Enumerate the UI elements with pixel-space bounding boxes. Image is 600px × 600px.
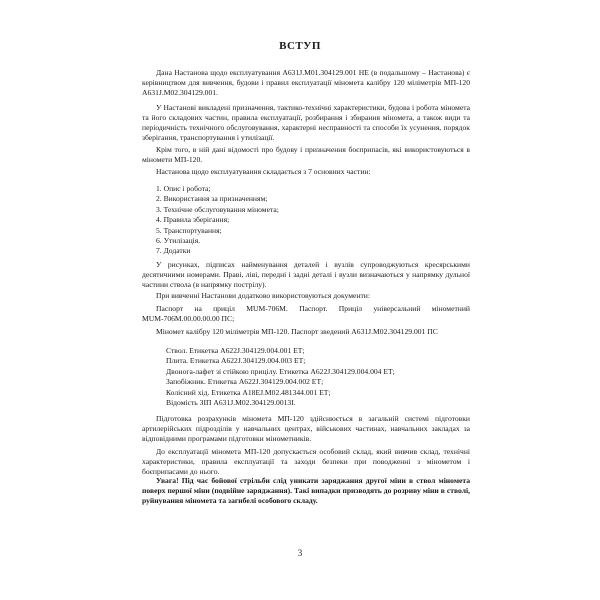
list-item: Плита. Етикетка А622J.304129.004.003 ЕТ;: [166, 356, 306, 366]
intro-paragraph: Настанова щодо експлуатування складається з 7 основних частин:: [156, 167, 371, 176]
intro-section: [142, 68, 470, 177]
list-item: 4. Правила зберігання;: [156, 215, 230, 225]
references-section: [142, 260, 470, 337]
list-item: 1. Опис і робота;: [156, 184, 211, 193]
closing-section: [142, 414, 470, 477]
intro-paragraph: Крім того, в ній дані відомості про будову і призначення боєприпасів, які використовуються в міномети МП-120.: [142, 145, 470, 164]
list-item: 5. Транспортування;: [156, 225, 222, 235]
body-paragraph: У рисунках, підписах найменування деталей і вузлів супроводжуються кресярськими десятичними номерами. Праві, ліві, передні і задні деталі і вузли визначаються у напрямку дульної частини ствола (в напрямку пострілу).: [142, 260, 470, 289]
list-item: Двонога-лафет зі стійкою прицілу. Етикетка А622J.304129.004.004 ЕТ;: [166, 366, 395, 376]
page-title: ВСТУП: [279, 40, 321, 52]
body-paragraph: До експлуатації міномета МП-120 допускається особовий склад, який вивчив склад, технічні характеристики, правила експлуатації та заходи безпеки при поводженні з мінометом і боєприпасами до нього.: [142, 447, 470, 476]
intro-paragraph: У Настанові викладені призначення, тактико-технічні характеристики, будова і робота міномета та його складових частин, правила експлуатації, розбирання і збирання міномета, а також види та періодичність технічного обслуговування, характерні несправності та способи їх усунення, порядок зберігання, транспортування і утилізації.: [142, 103, 470, 142]
list-item: 6. Утилізація.: [156, 236, 201, 246]
intro-paragraph: Дана Настанова щодо експлуатування А631J.М01.304129.001 НЕ (в подальшому – Настанова) є керівництвом для вивчення, будови і правил експлуатації міномета калібру 120 міліметрів МП-120 А631J.М02.304129.001.: [142, 68, 470, 97]
document-reference: Міномет калібру 120 міліметрів МП-120. Паспорт зведений А631J.М02.304129.001 ПС: [156, 327, 438, 336]
list-item: Відомість ЗІП А631J.М02.304129.0013І.: [166, 398, 296, 408]
list-item: 7. Додатки: [156, 246, 191, 256]
list-item: 2. Використання за призначенням;: [156, 194, 268, 204]
body-paragraph: При вивченні Настанови додатково використовуються документи:: [156, 291, 370, 300]
list-item: Запобіжник. Етикетка А622J.304129.004.002 ЕТ;: [166, 377, 324, 387]
list-item: 3. Технічне обслуговування міномета;: [156, 204, 279, 214]
list-item: Колісний хід. Етикетка А18ЕJ.М02.481344.001 ЕТ;: [166, 387, 331, 397]
parts-list: [142, 184, 470, 257]
page-number: 3: [297, 548, 303, 558]
body-paragraph: Підготовка розрахунків міномета МП-120 здійснюється в загальній системі підготовки артилерійських підрозділів у навчальних центрах, військових частинах, навчальних закладах за відповідними програмами підготовки мінометників.: [142, 414, 470, 443]
warning-block: [142, 476, 470, 507]
components-list: [142, 346, 470, 408]
list-item: Ствол. Етикетка А622J.304129.004.001 ЕТ;: [166, 346, 305, 355]
document-reference: Паспорт на приціл МUМ-706М. Паспорт. Приціл універсальний мінометний МUМ-706М.00.00.00.00 ПС;: [142, 304, 470, 323]
warning-text: Увага! Під час бойової стрільби слід уникати заряджання другої міни в ствол міномета поверх першої міни (подвійне заряджання). Такі випадки призводять до розриву міни в стволі, руйнування міномета та загибелі особового складу.: [142, 476, 470, 506]
